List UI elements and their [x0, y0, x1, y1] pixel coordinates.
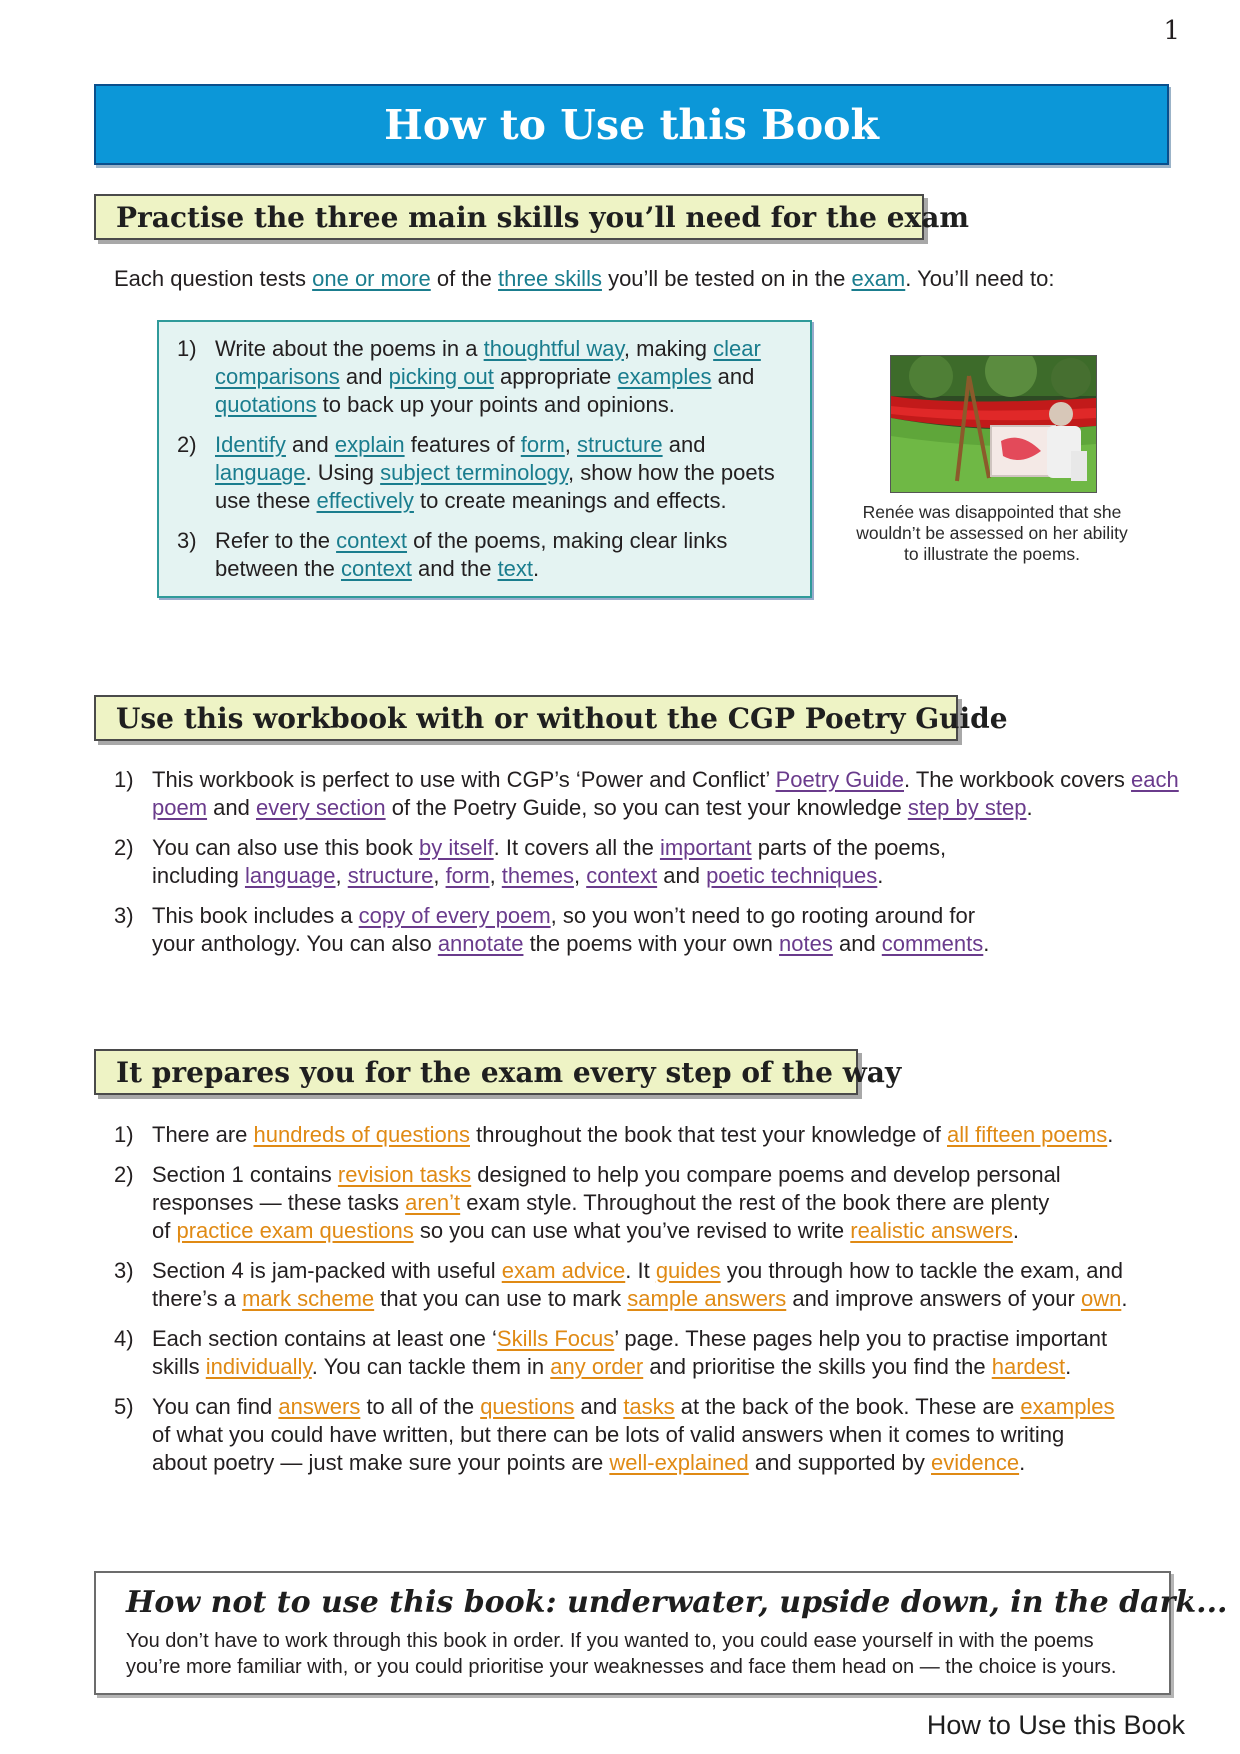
- text-run: responses — these tasks: [152, 1190, 406, 1215]
- keyword: clear comparisons: [215, 336, 761, 389]
- painter-photo: [890, 355, 1097, 493]
- page-number: 1: [1163, 16, 1180, 46]
- text-run: so you can use what you’ve revised to write: [413, 1218, 851, 1243]
- text-run: You can also use this book: [152, 835, 420, 860]
- text-run: and: [657, 863, 707, 888]
- text-run: to create meanings and effects.: [413, 488, 727, 513]
- skill-item: [177, 527, 796, 583]
- section3-list: [114, 1121, 1184, 1489]
- text-run: . It: [625, 1258, 656, 1283]
- keyword: own: [1080, 1286, 1122, 1311]
- item-text: [152, 834, 1184, 890]
- keyword: picking out: [388, 364, 494, 389]
- keyword: all fifteen poems: [947, 1122, 1108, 1147]
- item-number: 3): [114, 903, 134, 928]
- keyword: important: [659, 835, 752, 860]
- item-text: [152, 766, 1184, 822]
- keyword: structure: [577, 432, 663, 457]
- text-run: you through how to tackle the exam, and: [720, 1258, 1124, 1283]
- text-run: Section 4 is jam-packed with useful: [152, 1258, 502, 1283]
- keyword: answers: [278, 1394, 361, 1419]
- footer-label: How to Use this Book: [926, 1710, 1185, 1740]
- keyword: examples: [1020, 1394, 1115, 1419]
- keyword: effectively: [316, 488, 414, 513]
- keyword: thoughtful way: [483, 336, 624, 361]
- text-run: of the Poetry Guide, so you can test your knowledge: [385, 795, 908, 820]
- text-run: .: [983, 931, 990, 956]
- item-number: 2): [177, 432, 197, 457]
- workbook-item: [114, 834, 1184, 890]
- photo-caption: Renée was disappointed that she wouldn’t be assessed on her ability to illustrate the poems.: [856, 502, 1128, 564]
- keyword: explain: [334, 432, 405, 457]
- keyword: revision tasks: [337, 1162, 472, 1187]
- text-run: you’ll be tested on in the: [601, 266, 852, 291]
- keyword: comments: [881, 931, 984, 956]
- section1-intro: [114, 265, 1055, 293]
- text-run: Section 1 contains: [152, 1162, 338, 1187]
- keyword: form: [445, 863, 490, 888]
- item-text: [152, 1393, 1184, 1477]
- section-heading-text: It prepares you for the exam every step of the way: [116, 1055, 902, 1089]
- text-run: and: [711, 364, 755, 389]
- keyword: questions: [480, 1394, 575, 1419]
- text-run: and improve answers of your: [786, 1286, 1081, 1311]
- text-run: This workbook is perfect to use with CGP’s ‘Power and Conflict’: [152, 767, 776, 792]
- text-run: and: [339, 364, 389, 389]
- painter-photo-illustration: [891, 356, 1096, 492]
- item-text: [215, 335, 796, 419]
- text-run: ,: [564, 432, 578, 457]
- text-run: , so you won’t need to go rooting around for: [550, 903, 976, 928]
- keyword: step by step: [907, 795, 1027, 820]
- text-run: that you can use to mark: [374, 1286, 628, 1311]
- text-run: .: [877, 863, 884, 888]
- text-run: .: [1065, 1354, 1072, 1379]
- text-run: , show how the poets use these: [215, 460, 775, 513]
- text-run: There are: [152, 1122, 254, 1147]
- title-bar: [94, 84, 1169, 165]
- keyword: well-explained: [609, 1450, 749, 1475]
- keyword: structure: [347, 863, 434, 888]
- skill-item: [177, 335, 796, 419]
- text-run: Each question tests: [114, 266, 313, 291]
- text-run: parts of the poems,: [751, 835, 947, 860]
- text-run: . You’ll need to:: [905, 266, 1055, 291]
- text-run: your anthology. You can also: [152, 931, 438, 956]
- item-number: 2): [114, 1162, 134, 1187]
- keyword: text: [497, 556, 534, 581]
- text-run: ,: [489, 863, 502, 888]
- keyword: notes: [779, 931, 833, 956]
- text-run: at the back of the book. These are: [674, 1394, 1021, 1419]
- exam-item: [114, 1393, 1184, 1477]
- keyword: tasks: [623, 1394, 675, 1419]
- text-run: ,: [433, 863, 446, 888]
- skills-box: [157, 320, 812, 598]
- keyword: themes: [501, 863, 574, 888]
- text-run: and: [832, 931, 882, 956]
- keyword: annotate: [437, 931, 524, 956]
- item-number: 1): [114, 1122, 134, 1147]
- text-run: to back up your points and opinions.: [316, 392, 675, 417]
- text-run: , making: [623, 336, 714, 361]
- text-run: features of: [404, 432, 521, 457]
- skills-list: [177, 335, 796, 583]
- text-run: . You can tackle them in: [311, 1354, 551, 1379]
- text-run: of: [152, 1218, 177, 1243]
- text-run: This book includes a: [152, 903, 359, 928]
- keyword: guides: [655, 1258, 721, 1283]
- item-text: [152, 1161, 1184, 1245]
- text-run: .: [1012, 1218, 1019, 1243]
- text-run: and the: [411, 556, 498, 581]
- text-run: .: [533, 556, 540, 581]
- keyword: each poem: [152, 767, 1179, 820]
- keyword: context: [340, 556, 412, 581]
- keyword: copy of every poem: [358, 903, 551, 928]
- tip-text: You don’t have to work through this book in order. If you wanted to, you could ease yourself in with the poems you’re more familiar with, or you could prioritise your weaknesses and face them head on — the choice is yours.: [126, 1630, 1117, 1678]
- section-heading-workbook: [94, 695, 1008, 741]
- keyword: poetic techniques: [706, 863, 878, 888]
- item-text: [152, 1325, 1184, 1381]
- item-text: [152, 1121, 1184, 1149]
- text-run: You can find: [152, 1394, 279, 1419]
- text-run: Each section contains at least one ‘: [152, 1326, 497, 1351]
- text-run: . The workbook covers: [904, 767, 1132, 792]
- keyword: quotations: [215, 392, 317, 417]
- keyword: practice exam questions: [176, 1218, 414, 1243]
- keyword: Identify: [215, 432, 286, 457]
- item-number: 4): [114, 1326, 134, 1351]
- text-run: .: [1019, 1450, 1026, 1475]
- text-run: of the poems, making clear links between the: [215, 528, 728, 581]
- keyword: sample answers: [627, 1286, 787, 1311]
- item-number: 1): [177, 336, 197, 361]
- keyword: any order: [550, 1354, 644, 1379]
- keyword: examples: [617, 364, 712, 389]
- keyword: aren’t: [405, 1190, 461, 1215]
- skill-item: [177, 431, 796, 515]
- section-heading-exam: [94, 1049, 902, 1095]
- text-run: and supported by: [748, 1450, 932, 1475]
- item-text: [215, 527, 796, 583]
- exam-item: [114, 1257, 1184, 1313]
- exam-item: [114, 1325, 1184, 1381]
- keyword: language: [215, 460, 306, 485]
- keyword: language: [244, 863, 336, 888]
- workbook-item: [114, 902, 1184, 958]
- text-run: the poems with your own: [523, 931, 780, 956]
- text-run: designed to help you compare poems and develop personal: [471, 1162, 1061, 1187]
- text-run: exam style. Throughout the rest of the book there are plenty: [460, 1190, 1050, 1215]
- keyword: context: [336, 528, 408, 553]
- text-run: and: [285, 432, 335, 457]
- text-run: . It covers all the: [493, 835, 660, 860]
- keyword: mark scheme: [242, 1286, 375, 1311]
- item-text: [215, 431, 796, 515]
- text-run: ’ page. These pages help you to practise important: [614, 1326, 1108, 1351]
- workbook-item: [114, 766, 1184, 822]
- tip-box: [94, 1571, 1228, 1695]
- keyword: exam advice: [501, 1258, 626, 1283]
- text-run: Write about the poems in a: [215, 336, 484, 361]
- keyword: form: [520, 432, 565, 457]
- keyword: evidence: [931, 1450, 1020, 1475]
- text-run: .: [1107, 1122, 1114, 1147]
- keyword: individually: [205, 1354, 312, 1379]
- item-number: 3): [177, 528, 197, 553]
- item-number: 2): [114, 835, 134, 860]
- text-run: and: [574, 1394, 624, 1419]
- text-run: .: [1026, 795, 1033, 820]
- item-text: [152, 1257, 1184, 1313]
- text-run: Refer to the: [215, 528, 337, 553]
- item-number: 3): [114, 1258, 134, 1283]
- item-text: [152, 902, 1184, 958]
- keyword: context: [586, 863, 658, 888]
- text-run: of the: [430, 266, 499, 291]
- text-run: throughout the book that test your knowledge of: [470, 1122, 947, 1147]
- keyword: one or more: [312, 266, 431, 291]
- keyword: three skills: [498, 266, 602, 291]
- keyword: Skills Focus: [496, 1326, 615, 1351]
- text-run: .: [1121, 1286, 1128, 1311]
- keyword: subject terminology: [380, 460, 569, 485]
- keyword: exam: [851, 266, 906, 291]
- text-run: of what you could have written, but there can be lots of valid answers when it comes to writing: [152, 1422, 1065, 1447]
- text-run: and prioritise the skills you find the: [643, 1354, 992, 1379]
- keyword: every section: [255, 795, 386, 820]
- section2-list: [114, 766, 1184, 970]
- keyword: by itself: [419, 835, 494, 860]
- section-heading-text: Practise the three main skills you’ll need for the exam: [116, 200, 970, 234]
- exam-item: [114, 1161, 1184, 1245]
- text-run: ,: [573, 863, 587, 888]
- page-title: How to Use this Book: [384, 100, 879, 149]
- text-run: and: [662, 432, 706, 457]
- item-number: 5): [114, 1394, 134, 1419]
- text-run: including: [152, 863, 245, 888]
- keyword: hardest: [991, 1354, 1066, 1379]
- section-heading-text: Use this workbook with or without the CGP Poetry Guide: [116, 701, 1008, 735]
- text-run: about poetry — just make sure your points are: [152, 1450, 610, 1475]
- text-run: skills: [152, 1354, 206, 1379]
- text-run: ,: [335, 863, 348, 888]
- text-run: to all of the: [360, 1394, 481, 1419]
- text-run: appropriate: [493, 364, 618, 389]
- text-run: and: [207, 795, 256, 820]
- item-number: 1): [114, 767, 134, 792]
- text-run: there’s a: [152, 1286, 243, 1311]
- text-run: . Using: [305, 460, 381, 485]
- keyword: hundreds of questions: [253, 1122, 470, 1147]
- section-heading-skills: [94, 194, 970, 240]
- keyword: realistic answers: [850, 1218, 1013, 1243]
- tip-heading: How not to use this book: underwater, upside down, in the dark...: [126, 1585, 1228, 1620]
- exam-item: [114, 1121, 1184, 1149]
- keyword: Poetry Guide: [775, 767, 904, 792]
